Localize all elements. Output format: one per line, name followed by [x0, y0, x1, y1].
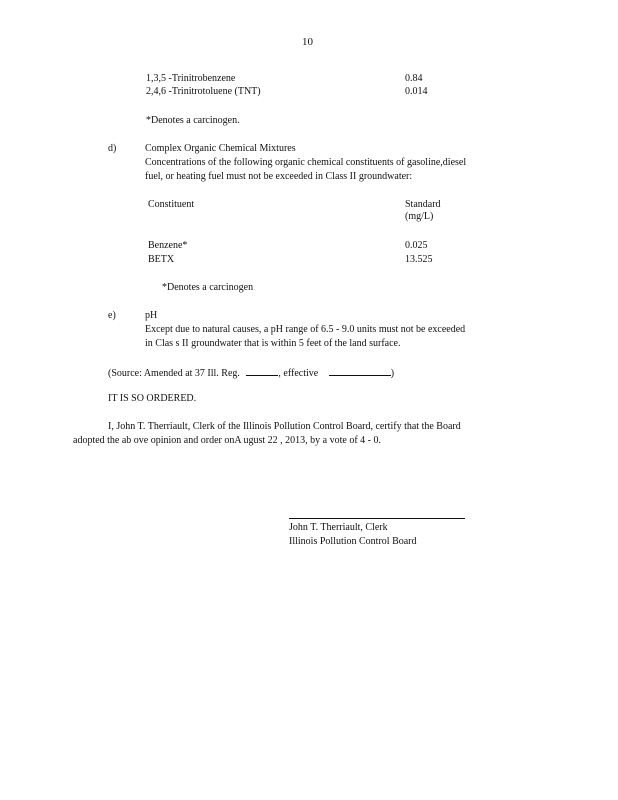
chemical-name: 1,3,5 -Trinitrobenzene: [146, 73, 236, 84]
source-prefix: (Source: Amended at 37 Ill. Reg.: [108, 368, 240, 379]
chemical-name: 2,4,6 -Trinitrotoluene (TNT): [146, 86, 261, 97]
section-e-text: Except due to natural causes, a pH range of 6.5 - 9.0 units must not be exceeded: [145, 324, 466, 335]
chemical-value: 0.84: [405, 73, 423, 84]
certification-text: adopted the ab ove opinion and order onA ugust 22 , 2013, by a vote of 4 - 0.: [73, 435, 381, 446]
page-number: 10: [302, 36, 313, 48]
section-e-title: pH: [145, 310, 158, 321]
source-middle: , effective: [278, 368, 319, 379]
table-row-value: 0.025: [405, 240, 428, 251]
signer-name: John T. Therriault, Clerk: [289, 522, 388, 533]
carcinogen-note: *Denotes a carcinogen: [162, 282, 254, 293]
section-d-title: Complex Organic Chemical Mixtures: [145, 143, 296, 154]
signer-organization: Illinois Pollution Control Board: [289, 536, 417, 547]
source-line: [108, 366, 394, 380]
chemical-value: 0.014: [405, 86, 428, 97]
table-row-name: Benzene*: [148, 240, 188, 251]
blank-underline: [329, 366, 391, 376]
section-e-label: e): [108, 310, 116, 321]
table-header-constituent: Constituent: [148, 199, 195, 210]
ordered-text: IT IS SO ORDERED.: [108, 393, 197, 404]
section-d-text: Concentrations of the following organic chemical constituents of gasoline,diesel: [145, 157, 467, 168]
source-suffix: ): [390, 368, 395, 379]
table-row-name: BETX: [148, 254, 175, 265]
table-row-value: 13.525: [405, 254, 433, 265]
section-d-text: fuel, or heating fuel must not be exceeded in Class II groundwater:: [145, 171, 413, 182]
table-header-standard: Standard: [405, 199, 441, 210]
section-d-label: d): [108, 143, 117, 154]
table-header-unit: (mg/L): [405, 211, 434, 222]
certification-text: I, John T. Therriault, Clerk of the Illinois Pollution Control Board, certify that the Board: [108, 421, 461, 432]
blank-underline: [246, 366, 278, 376]
signature-line: [289, 518, 465, 519]
section-e-text: in Clas s II groundwater that is within 5 feet of the land surface.: [145, 338, 401, 349]
carcinogen-note: *Denotes a carcinogen.: [146, 115, 240, 126]
